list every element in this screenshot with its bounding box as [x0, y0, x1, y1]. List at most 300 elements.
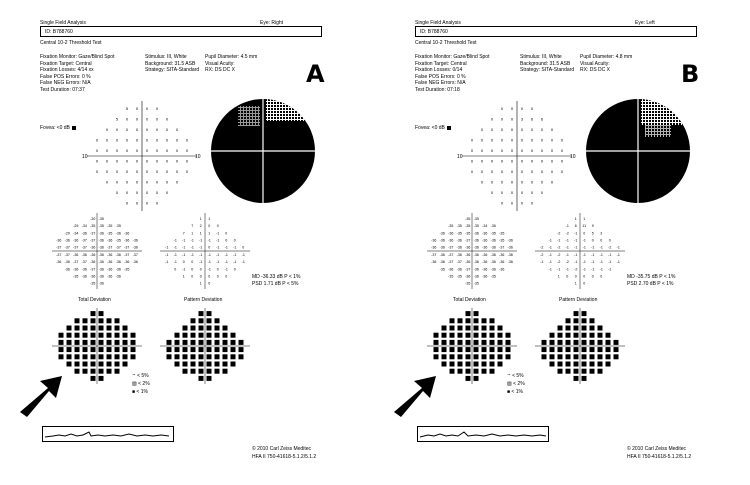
grid-value: -35 [90, 224, 96, 229]
grid-value: -1 [216, 231, 220, 236]
grid-value: 0 [540, 169, 544, 175]
probability-symbol [175, 362, 180, 367]
grid-value: 1 [182, 274, 185, 279]
grid-value: -36 [132, 245, 138, 250]
probability-symbol [482, 347, 487, 352]
probability-symbol [107, 369, 112, 374]
grid-value: -36 [90, 260, 96, 265]
probability-symbol [498, 354, 503, 359]
grid-value: -2 [565, 231, 569, 236]
grid-value: -35 [98, 224, 104, 229]
legend-label: < 5% [137, 373, 149, 379]
grid-value: 0 [560, 169, 564, 175]
probability-symbol [574, 354, 579, 359]
grid-value: -1 [582, 238, 586, 243]
grid-value: -1 [216, 238, 220, 243]
probability-symbol [175, 340, 180, 345]
grid-value: -36 [456, 267, 462, 272]
probability-symbol [434, 340, 439, 345]
grid-value: -1 [616, 245, 620, 250]
grid-value: 0 [500, 200, 504, 206]
probability-symbol [239, 354, 244, 359]
grid-value: 0 [115, 127, 119, 133]
grid-value: 0 [480, 137, 484, 143]
total-deviation-values [427, 211, 517, 291]
probability-symbol [99, 369, 104, 374]
grid-value: 0 [560, 158, 564, 164]
grid-value: -36 [482, 231, 488, 236]
grid-value: -1 [182, 238, 186, 243]
probability-symbol [566, 369, 571, 374]
grid-value: 0 [165, 190, 169, 196]
grid-value: -1 [540, 260, 544, 265]
info-line: False NEG Errors: N/A [415, 80, 466, 86]
version: HFA II 750-41618-5.1.2/5.1.2 [627, 454, 692, 460]
info-line: Visual Acuity: [205, 60, 235, 67]
probability-symbol [83, 333, 88, 338]
grid-value: 0 [530, 127, 534, 133]
probability-symbol [75, 369, 80, 374]
probability-symbol [574, 340, 579, 345]
grid-value: 0 [115, 148, 119, 154]
probability-symbol [107, 347, 112, 352]
probability-symbol [183, 362, 188, 367]
grid-value: -36 [473, 245, 479, 250]
grayscale-map [208, 96, 318, 206]
grid-value: -36 [115, 260, 121, 265]
grid-value: -36 [439, 231, 445, 236]
grid-value: 0 [591, 238, 594, 243]
eye-label: Eye: Left [635, 20, 655, 26]
probability-symbol [207, 369, 212, 374]
grid-value: -37 [90, 231, 96, 236]
grid-value: -1 [591, 245, 595, 250]
grid-value: 0 [520, 190, 524, 196]
grid-value: -36 [507, 238, 513, 243]
grid-value: -1 [608, 267, 612, 272]
grid-value: 0 [115, 158, 119, 164]
probability-symbol [458, 318, 463, 323]
grid-value: -1 [574, 260, 578, 265]
grid-value: 0 [135, 190, 139, 196]
probability-symbol [123, 362, 128, 367]
grid-value: 0 [135, 148, 139, 154]
grid-value: 0 [530, 169, 534, 175]
probability-symbol [482, 354, 487, 359]
probability-symbol [442, 347, 447, 352]
grid-value: -36 [456, 238, 462, 243]
probability-symbol [550, 362, 555, 367]
grid-value: -37 [73, 245, 79, 250]
probability-symbol [574, 362, 579, 367]
grid-value: 0 [540, 158, 544, 164]
probability-symbol [107, 354, 112, 359]
grid-value: 0 [530, 148, 534, 154]
pattern-deviation-label: Pattern Deviation [184, 297, 223, 303]
total-deviation-label: Total Deviation [78, 297, 111, 303]
grid-value: -29 [64, 231, 70, 236]
axis-label-left: 10 [82, 154, 88, 160]
grid-value: -36 [107, 260, 113, 265]
grid-value: -37 [107, 245, 113, 250]
probability-symbol [482, 333, 487, 338]
probability-symbol [606, 340, 611, 345]
grid-value: -2 [540, 252, 544, 257]
grid-value: -36 [456, 245, 462, 250]
grid-value: 0 [530, 200, 534, 206]
grid-value: 0 [155, 179, 159, 185]
textured-region [238, 106, 260, 126]
fovea-marker [447, 126, 451, 130]
grid-value: 0 [520, 200, 524, 206]
probability-symbol [191, 369, 196, 374]
grid-value: 0 [583, 281, 586, 286]
legend-label: < 1% [511, 389, 523, 395]
grid-value: -36 [124, 231, 130, 236]
grid-value: 0 [490, 169, 494, 175]
grid-value: 0 [550, 158, 554, 164]
legend-item [132, 380, 150, 388]
grid-value: 5 [591, 231, 594, 236]
grid-value: 0 [165, 137, 169, 143]
grid-value: 0 [208, 274, 211, 279]
grid-value: -36 [431, 238, 437, 243]
grid-value: 11 [582, 224, 587, 229]
probability-symbol [207, 354, 212, 359]
probability-symbol [207, 333, 212, 338]
probability-symbol [490, 347, 495, 352]
grid-value: -1 [224, 260, 228, 265]
probability-symbol [199, 318, 204, 323]
grid-value: 0 [165, 127, 169, 133]
probability-symbol [207, 347, 212, 352]
grid-value: -36 [482, 238, 488, 243]
probability-symbol [566, 354, 571, 359]
grid-value: 0 [574, 274, 577, 279]
patient-id-box [415, 26, 697, 37]
grid-value: -37 [73, 260, 79, 265]
grid-value: 0 [145, 158, 149, 164]
probability-symbol [75, 347, 80, 352]
grid-value: -2 [557, 260, 561, 265]
info-line: False NEG Errors: N/A [40, 80, 91, 86]
probability-symbol [239, 340, 244, 345]
grid-value: 0 [566, 274, 569, 279]
info-line: Stimulus: III, White [145, 54, 187, 60]
grid-value: -36 [98, 231, 104, 236]
probability-symbol [67, 354, 72, 359]
grid-value: 0 [510, 158, 514, 164]
probability-symbol [183, 369, 188, 374]
axis-label-right: 10 [195, 154, 201, 160]
probability-symbol [199, 347, 204, 352]
info-line: Pupil Diameter: 4.5 mm [205, 54, 258, 60]
grid-value: 1 [574, 281, 577, 286]
grid-value: -1 [548, 238, 552, 243]
grid-value: -36 [473, 231, 479, 236]
probability-symbol [175, 333, 180, 338]
grid-value: 0 [208, 224, 211, 229]
probability-symbol [566, 340, 571, 345]
grid-value: -35 [115, 224, 121, 229]
probability-symbol [474, 326, 479, 331]
global-indices [252, 274, 300, 287]
grid-value: 0 [540, 127, 544, 133]
grid-value: 0 [125, 200, 129, 206]
grid-value: 0 [95, 148, 99, 154]
probability-symbol [590, 333, 595, 338]
legend-item [507, 388, 525, 396]
grid-value: -36 [90, 252, 96, 257]
grid-value: 0 [191, 260, 194, 265]
grid-value: -1 [199, 245, 203, 250]
grid-value: -2 [557, 245, 561, 250]
grid-value: 0 [199, 274, 202, 279]
grid-value: -36 [98, 245, 104, 250]
probability-symbol [598, 326, 603, 331]
legend-label: < 1% [136, 389, 148, 395]
probability-symbol [91, 362, 96, 367]
legend-item [132, 388, 150, 396]
grid-value: 0 [216, 267, 219, 272]
axis-label-left: 10 [457, 154, 463, 160]
grid-value: 0 [145, 190, 149, 196]
grid-value: -1 [548, 260, 552, 265]
grid-value: -36 [98, 274, 104, 279]
probability-symbol [582, 326, 587, 331]
probability-symbol [606, 347, 611, 352]
probability-symbol [75, 333, 80, 338]
grid-value: 0 [216, 274, 219, 279]
grid-value: 0 [480, 158, 484, 164]
grid-value: 0 [175, 158, 179, 164]
probability-symbol [498, 333, 503, 338]
grid-value: 0 [125, 137, 129, 143]
grid-value: 0 [490, 116, 494, 122]
probability-symbol [231, 347, 236, 352]
probability-symbol [91, 354, 96, 359]
grid-value: -37 [64, 252, 70, 257]
grid-value: -36 [482, 274, 488, 279]
probability-symbol [550, 333, 555, 338]
test-name: Central 10-2 Threshold Test [415, 40, 477, 46]
probability-symbol [99, 340, 104, 345]
gaze-tracking-trace [418, 427, 548, 441]
probability-symbol [574, 376, 579, 381]
probability-symbol [75, 340, 80, 345]
grid-value: 3 [520, 116, 524, 122]
probability-legend [507, 372, 525, 396]
probability-symbol [434, 333, 439, 338]
probability-symbol [199, 326, 204, 331]
probability-symbol [223, 369, 228, 374]
probability-symbol [434, 347, 439, 352]
grid-value: -2 [540, 245, 544, 250]
probability-symbol [590, 326, 595, 331]
probability-symbol [59, 333, 64, 338]
grid-value: 0 [185, 137, 189, 143]
grid-value: 0 [185, 169, 189, 175]
grid-value: 0 [175, 169, 179, 175]
grid-value: -36 [482, 245, 488, 250]
grid-value: -37 [465, 267, 471, 272]
grid-value: 0 [155, 200, 159, 206]
probability-symbol [99, 362, 104, 367]
probability-symbol [450, 362, 455, 367]
grid-value: 0 [530, 179, 534, 185]
probability-symbol [215, 326, 220, 331]
probability-symbol [566, 318, 571, 323]
grid-value: 2 [199, 224, 202, 229]
arrow-pointer [392, 372, 442, 417]
probability-symbol [207, 376, 212, 381]
probability-symbol [91, 369, 96, 374]
textured-region [641, 99, 683, 125]
grid-value: -1 [557, 238, 561, 243]
grid-value: 0 [175, 179, 179, 185]
grid-value: 0 [175, 137, 179, 143]
grid-value: -34 [73, 231, 79, 236]
grid-value: -1 [233, 260, 237, 265]
grid-value: -1 [233, 245, 237, 250]
grid-value: -36 [431, 260, 437, 265]
probability-symbol [215, 369, 220, 374]
grid-value: -36 [439, 245, 445, 250]
probability-symbol [458, 369, 463, 374]
grid-value: 0 [191, 267, 194, 272]
grid-value: -1 [207, 238, 211, 243]
grid-value: 0 [125, 158, 129, 164]
grid-value: -1 [599, 252, 603, 257]
grid-value: -36 [507, 260, 513, 265]
legend-label: < 2% [138, 381, 150, 387]
probability-symbol [75, 318, 80, 323]
probability-symbol [490, 340, 495, 345]
grid-value: 0 [135, 158, 139, 164]
probability-symbol [191, 318, 196, 323]
grid-value: -36 [490, 260, 496, 265]
probability-symbol [91, 376, 96, 381]
probability-symbol [223, 362, 228, 367]
grid-value: -37 [448, 245, 454, 250]
probability-symbol [458, 362, 463, 367]
grid-value: -35 [124, 267, 130, 272]
grid-value: -34 [81, 224, 87, 229]
grid-value: -1 [599, 245, 603, 250]
grid-value: 1 [199, 216, 202, 221]
probability-symbol [474, 376, 479, 381]
probability-symbol [207, 326, 212, 331]
grid-value: -36 [64, 238, 70, 243]
info-line: False POS Errors: 0 % [40, 73, 91, 80]
probability-symbol [191, 347, 196, 352]
probability-symbol [474, 318, 479, 323]
grid-value: 0 [145, 179, 149, 185]
grid-value: -1 [565, 245, 569, 250]
grid-value: 0 [145, 137, 149, 143]
grid-value: 0 [155, 116, 159, 122]
pupil-info [580, 54, 632, 74]
grid-value: -36 [490, 252, 496, 257]
grid-value: -36 [473, 238, 479, 243]
grid-value: 0 [208, 281, 211, 286]
legend-label: < 2% [513, 381, 525, 387]
probability-symbol [215, 333, 220, 338]
grid-value: -35 [107, 231, 113, 236]
grid-value: -1 [224, 267, 228, 272]
probability-symbol [131, 340, 136, 345]
grid-value: -36 [98, 281, 104, 286]
grid-value: 5 [115, 116, 119, 122]
grid-value: -36 [73, 238, 79, 243]
grid-value: -35 [499, 238, 505, 243]
grid-value: -1 [199, 252, 203, 257]
grid-value: -1 [165, 245, 169, 250]
grid-value: -36 [98, 252, 104, 257]
grid-value: 0 [115, 179, 119, 185]
probability-symbol [67, 362, 72, 367]
grid-value: -37 [499, 245, 505, 250]
grid-value: -36 [439, 238, 445, 243]
probability-symbol [490, 362, 495, 367]
grid-value: -1 [173, 245, 177, 250]
grid-value: -35 [107, 224, 113, 229]
grid-value: -36 [90, 274, 96, 279]
textured-region [266, 99, 306, 121]
grid-value: -37 [448, 260, 454, 265]
probability-symbol [191, 326, 196, 331]
probability-symbol [442, 326, 447, 331]
probability-symbol [223, 347, 228, 352]
grid-value: 0 [510, 200, 514, 206]
probability-symbol [474, 369, 479, 374]
grid-value: 7 [191, 224, 194, 229]
grid-value: 0 [105, 179, 109, 185]
probability-symbol [107, 333, 112, 338]
pattern-deviation-values [160, 211, 250, 291]
grid-value: 0 [155, 169, 159, 175]
probability-symbol [107, 340, 112, 345]
version: HFA II 750-41618-5.1.2/5.1.2 [252, 454, 317, 460]
probability-symbol [606, 354, 611, 359]
grid-value: -36 [107, 274, 113, 279]
grid-value: -1 [173, 238, 177, 243]
grid-value: 1 [208, 216, 211, 221]
grid-value: -2 [574, 267, 578, 272]
pattern-deviation-probability [535, 306, 625, 386]
probability-symbol [199, 340, 204, 345]
grid-value: 0 [115, 169, 119, 175]
grid-value: 0 [135, 137, 139, 143]
probability-symbol [75, 362, 80, 367]
grid-value: -1 [190, 245, 194, 250]
probability-symbol [582, 376, 587, 381]
grid-value: -36 [64, 267, 70, 272]
grid-value: 0 [125, 190, 129, 196]
probability-symbol [231, 340, 236, 345]
copyright: © 2010 Carl Zeiss Meditec [627, 446, 686, 452]
grid-value: 0 [520, 137, 524, 143]
grid-value: 0 [225, 274, 228, 279]
grid-value: -1 [548, 267, 552, 272]
probability-symbol [566, 326, 571, 331]
probability-symbol [558, 369, 563, 374]
grid-value: -1 [199, 238, 203, 243]
grid-value: -35 [473, 281, 479, 286]
fovea-label: Fovea: <0 dB [415, 125, 445, 131]
legend-item [507, 380, 525, 388]
probability-symbol [207, 362, 212, 367]
